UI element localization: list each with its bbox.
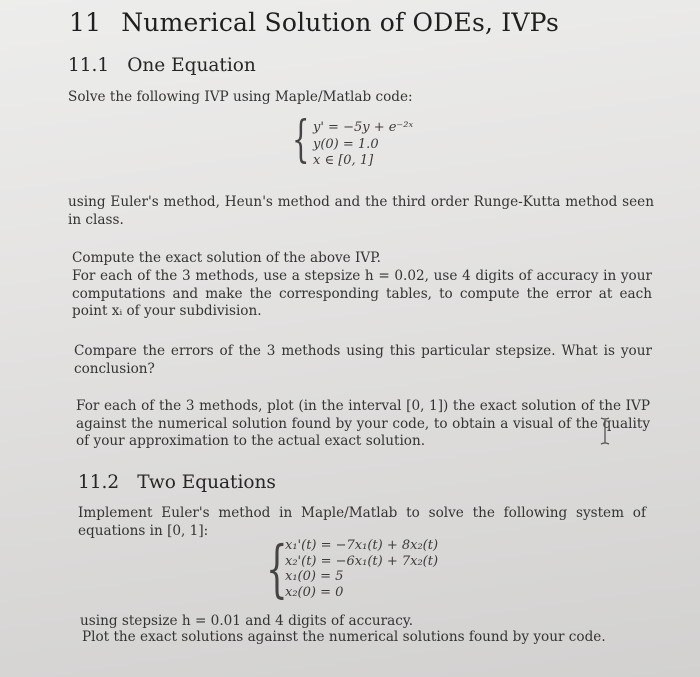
ivp-line: y(0) = 1.0 (313, 136, 379, 152)
stepsize-paragraph: For each of the 3 methods, use a stepsize h = 0.02, use 4 digits of accuracy in your computations and make the corresponding tables, to compute the error at each point xᵢ of your subdivision. (72, 268, 652, 319)
system-line: x₁'(t) = −7x₁(t) + 8x₂(t) (285, 538, 439, 553)
plot2-paragraph: Plot the exact solutions against the numerical solutions found by your code. (82, 629, 606, 645)
system-equations (285, 538, 438, 600)
section-title: Numerical Solution of ODEs, IVPs (121, 8, 559, 37)
subsection-heading-one-equation (68, 55, 256, 76)
system-line: x₂(0) = 0 (285, 584, 344, 600)
methods-paragraph: using Euler's method, Heun's method and the third order Runge-Kutta method seen in class. (68, 194, 654, 228)
ivp-line: y' = −5y + e⁻²ˣ (313, 120, 414, 135)
subsection-number: 11.1 (68, 55, 110, 76)
section-heading (69, 8, 559, 37)
left-brace: { (292, 110, 310, 168)
stepsize2-paragraph: using stepsize h = 0.01 and 4 digits of accuracy. (80, 613, 414, 629)
ivp-equations (313, 120, 413, 170)
system-line: x₁(0) = 5 (285, 569, 344, 584)
implement-paragraph: Implement Euler's method in Maple/Matlab to solve the following system of equations in [0, 1]: (78, 505, 646, 539)
exact-solution-paragraph: Compute the exact solution of the above IVP. (72, 250, 381, 266)
section-number: 11 (69, 8, 102, 37)
text-cursor-icon (598, 416, 612, 446)
plot-paragraph: For each of the 3 methods, plot (in the interval [0, 1]) the exact solution of the IVP against the numerical solution found by your code, to obtain a visual of the quality of your approximation to the actual exact solution. (76, 398, 650, 449)
left-brace: { (266, 532, 288, 605)
ivp-line: x ∈ [0, 1] (313, 153, 374, 168)
subsection-heading-two-equations (78, 472, 276, 493)
system-line: x₂'(t) = −6x₁(t) + 7x₂(t) (285, 553, 439, 569)
intro-text: Solve the following IVP using Maple/Matlab code: (68, 89, 413, 105)
subsection-number: 11.2 (78, 472, 120, 493)
subsection-title: Two Equations (137, 472, 276, 493)
compare-paragraph: Compare the errors of the 3 methods using this particular stepsize. What is your conclusion? (74, 343, 652, 377)
subsection-title: One Equation (127, 55, 256, 76)
